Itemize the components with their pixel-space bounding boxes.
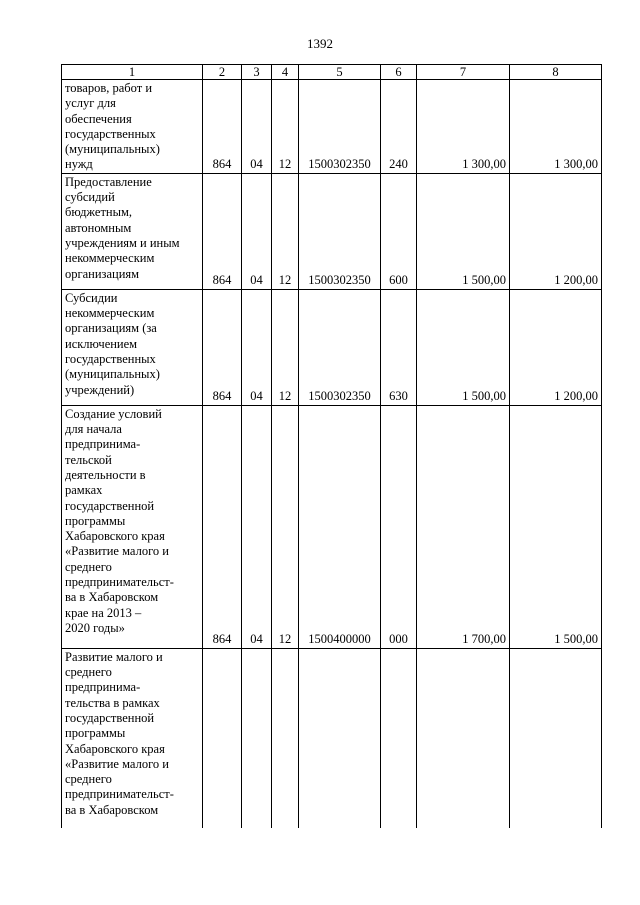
description-line: Предоставление [65, 174, 152, 189]
description-line: 2020 годы» [65, 620, 125, 635]
description-line: автономным [65, 220, 132, 235]
description-line: среднего [65, 559, 112, 574]
subsection-cell: 12 [272, 405, 299, 648]
description-line: программы [65, 726, 126, 741]
description-line: среднего [65, 665, 112, 680]
row-description [62, 289, 203, 405]
description-line: государственной [65, 710, 155, 725]
target-article-cell: 1500302350 [299, 173, 381, 289]
description-line: некоммерческим [65, 306, 155, 321]
description-line: Создание условий [65, 406, 162, 421]
amount-cell: 1 500,00 [417, 173, 510, 289]
description-line: Развитие малого и [65, 649, 163, 664]
description-line: рамках [65, 483, 103, 498]
description-line: учреждений) [65, 382, 135, 397]
description-line: ва в Хабаровском [65, 802, 159, 817]
description-line: (муниципальных) [65, 367, 160, 382]
description-line: государственных [65, 351, 156, 366]
table-row [62, 648, 602, 828]
target-article-cell: 1500302350 [299, 289, 381, 405]
header-cell: 8 [510, 65, 602, 80]
table-row [62, 289, 602, 405]
description-line: бюджетным, [65, 205, 133, 220]
subsection-cell: 12 [272, 80, 299, 174]
row-description [62, 648, 203, 828]
description-line: программы [65, 513, 126, 528]
amount-cell: 1 300,00 [417, 80, 510, 174]
description-line: нужд [65, 157, 93, 172]
expense-type-cell: 000 [381, 405, 417, 648]
section-cell [242, 648, 272, 828]
description-line: ва в Хабаровском [65, 590, 159, 605]
amount-cell: 1 200,00 [510, 173, 602, 289]
header-cell: 5 [299, 65, 381, 80]
section-cell: 04 [242, 289, 272, 405]
subsection-cell: 12 [272, 289, 299, 405]
amount-cell: 1 200,00 [510, 289, 602, 405]
description-line: обеспечения [65, 111, 132, 126]
row-description [62, 80, 203, 174]
description-line: деятельности в [65, 467, 146, 482]
amount-cell [417, 648, 510, 828]
section-cell: 04 [242, 80, 272, 174]
description-line: Хабаровского края [65, 741, 165, 756]
header-cell: 1 [62, 65, 203, 80]
description-line: услуг для [65, 96, 116, 111]
description-line: среднего [65, 772, 112, 787]
expense-type-cell [381, 648, 417, 828]
budget-table [61, 64, 602, 828]
page-number: 1392 [307, 36, 333, 51]
description-line: государственных [65, 126, 156, 141]
description-line: «Развитие малого и [65, 756, 169, 771]
header-cell: 7 [417, 65, 510, 80]
description-line: Субсидии [65, 290, 118, 305]
description-line: учреждениям и иным [65, 235, 180, 250]
description-line: предпринима- [65, 680, 141, 695]
description-line: «Развитие малого и [65, 544, 169, 559]
description-line: товаров, работ и [65, 81, 153, 95]
ministry-code-cell: 864 [203, 80, 242, 174]
header-cell: 6 [381, 65, 417, 80]
description-line: Хабаровского края [65, 529, 165, 544]
header-cell: 2 [203, 65, 242, 80]
description-line: предпринима- [65, 437, 141, 452]
target-article-cell: 1500400000 [299, 405, 381, 648]
table-row [62, 80, 602, 174]
amount-cell: 1 300,00 [510, 80, 602, 174]
header-cell: 4 [272, 65, 299, 80]
expense-type-cell: 600 [381, 173, 417, 289]
header-cell: 3 [242, 65, 272, 80]
description-line: исключением [65, 336, 138, 351]
description-line: предпринимательст- [65, 787, 174, 802]
row-description [62, 405, 203, 648]
description-line: предпринимательст- [65, 575, 174, 590]
subsection-cell [272, 648, 299, 828]
description-line: некоммерческим [65, 251, 155, 266]
amount-cell [510, 648, 602, 828]
description-line: тельства в рамках [65, 695, 160, 710]
description-line: организациям [65, 266, 140, 281]
table-row [62, 173, 602, 289]
subsection-cell: 12 [272, 173, 299, 289]
ministry-code-cell: 864 [203, 405, 242, 648]
description-line: крае на 2013 – [65, 605, 142, 620]
description-line: для начала [65, 422, 122, 437]
ministry-code-cell [203, 648, 242, 828]
row-description [62, 173, 203, 289]
expense-type-cell: 240 [381, 80, 417, 174]
table-row [62, 405, 602, 648]
header-row [62, 65, 602, 80]
amount-cell: 1 700,00 [417, 405, 510, 648]
amount-cell: 1 500,00 [417, 289, 510, 405]
ministry-code-cell: 864 [203, 289, 242, 405]
description-line: государственной [65, 498, 155, 513]
section-cell: 04 [242, 405, 272, 648]
target-article-cell: 1500302350 [299, 80, 381, 174]
description-line: (муниципальных) [65, 142, 160, 157]
target-article-cell [299, 648, 381, 828]
amount-cell: 1 500,00 [510, 405, 602, 648]
section-cell: 04 [242, 173, 272, 289]
description-line: тельской [65, 452, 112, 467]
description-line: организациям (за [65, 321, 157, 336]
ministry-code-cell: 864 [203, 173, 242, 289]
description-line: субсидий [65, 190, 115, 205]
expense-type-cell: 630 [381, 289, 417, 405]
